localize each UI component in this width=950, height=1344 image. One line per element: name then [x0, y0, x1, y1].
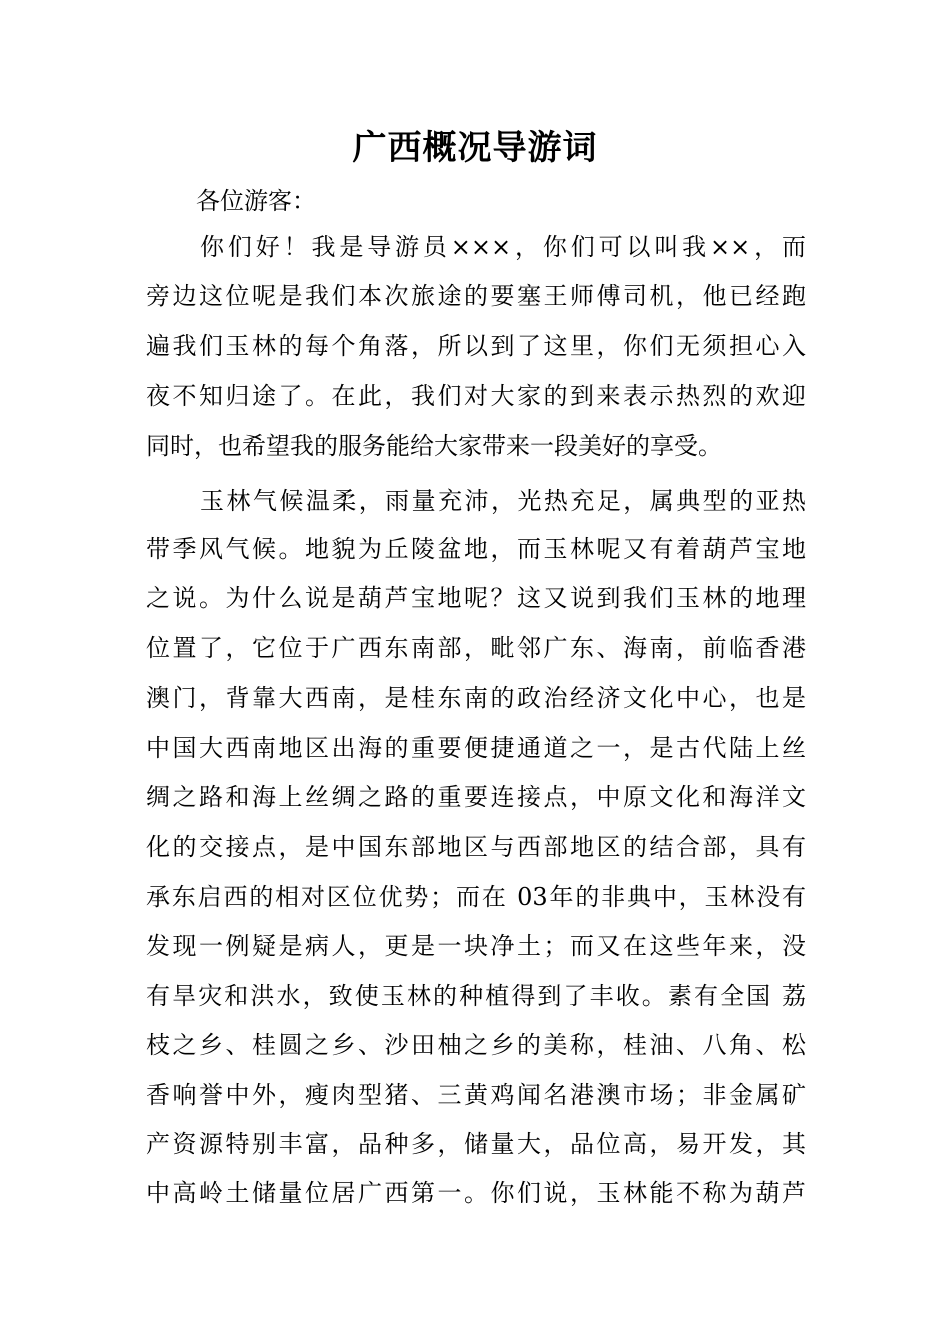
- paragraph-line: 位置了，它位于广西东南部，毗邻广东、海南，前临香港: [146, 634, 806, 662]
- paragraph-line: 中国大西南地区出海的重要便捷通道之一，是古代陆上丝: [146, 734, 806, 762]
- paragraph-line: 澳门，背靠大西南，是桂东南的政治经济文化中心，也是: [146, 684, 806, 712]
- paragraph-line: 香响誉中外，瘦肉型猪、三黄鸡闻名港澳市场；非金属矿: [146, 1081, 806, 1109]
- document-title: 广西概况导游词: [352, 128, 598, 168]
- paragraph-line: 产资源特别丰富，品种多，储量大，品位高，易开发，其: [146, 1130, 806, 1158]
- paragraph-line: 之说。为什么说是葫芦宝地呢？这又说到我们玉林的地理: [146, 584, 806, 612]
- paragraph-line: 遍我们玉林的每个角落，所以到了这里，你们无须担心入: [146, 332, 806, 360]
- paragraph-line: 绸之路和海上丝绸之路的重要连接点，中原文化和海洋文: [146, 783, 806, 811]
- paragraph-line: 枝之乡、桂圆之乡、沙田柚之乡的美称，桂油、八角、松: [146, 1031, 806, 1059]
- paragraph-line: 玉林气候温柔，雨量充沛，光热充足，属典型的亚热: [200, 487, 806, 515]
- paragraph-line: 中高岭土储量位居广西第一。你们说，玉林能不称为葫芦: [146, 1179, 806, 1207]
- paragraph-line: 承东启西的相对区位优势；而在 03年的非典中，玉林没有: [146, 883, 806, 911]
- paragraph-line: 你们好！我是导游员×××，你们可以叫我××，而: [200, 233, 806, 261]
- paragraph-line: 同时，也希望我的服务能给大家带来一段美好的享受。: [146, 432, 722, 460]
- paragraph-line: 化的交接点，是中国东部地区与西部地区的结合部，具有: [146, 833, 806, 861]
- paragraph-line: 有旱灾和洪水，致使玉林的种植得到了丰收。素有全国 荔: [146, 982, 806, 1010]
- paragraph-line: 夜不知归途了。在此，我们对大家的到来表示热烈的欢迎: [146, 382, 806, 410]
- paragraph-line: 带季风气候。地貌为丘陵盆地，而玉林呢又有着葫芦宝地: [146, 535, 806, 563]
- paragraph-line: 旁边这位呢是我们本次旅途的要塞王师傅司机，他已经跑: [146, 282, 806, 310]
- paragraph-line: 发现一例疑是病人，更是一块净土；而又在这些年来，没: [146, 932, 806, 960]
- salutation: 各位游客：: [196, 187, 316, 215]
